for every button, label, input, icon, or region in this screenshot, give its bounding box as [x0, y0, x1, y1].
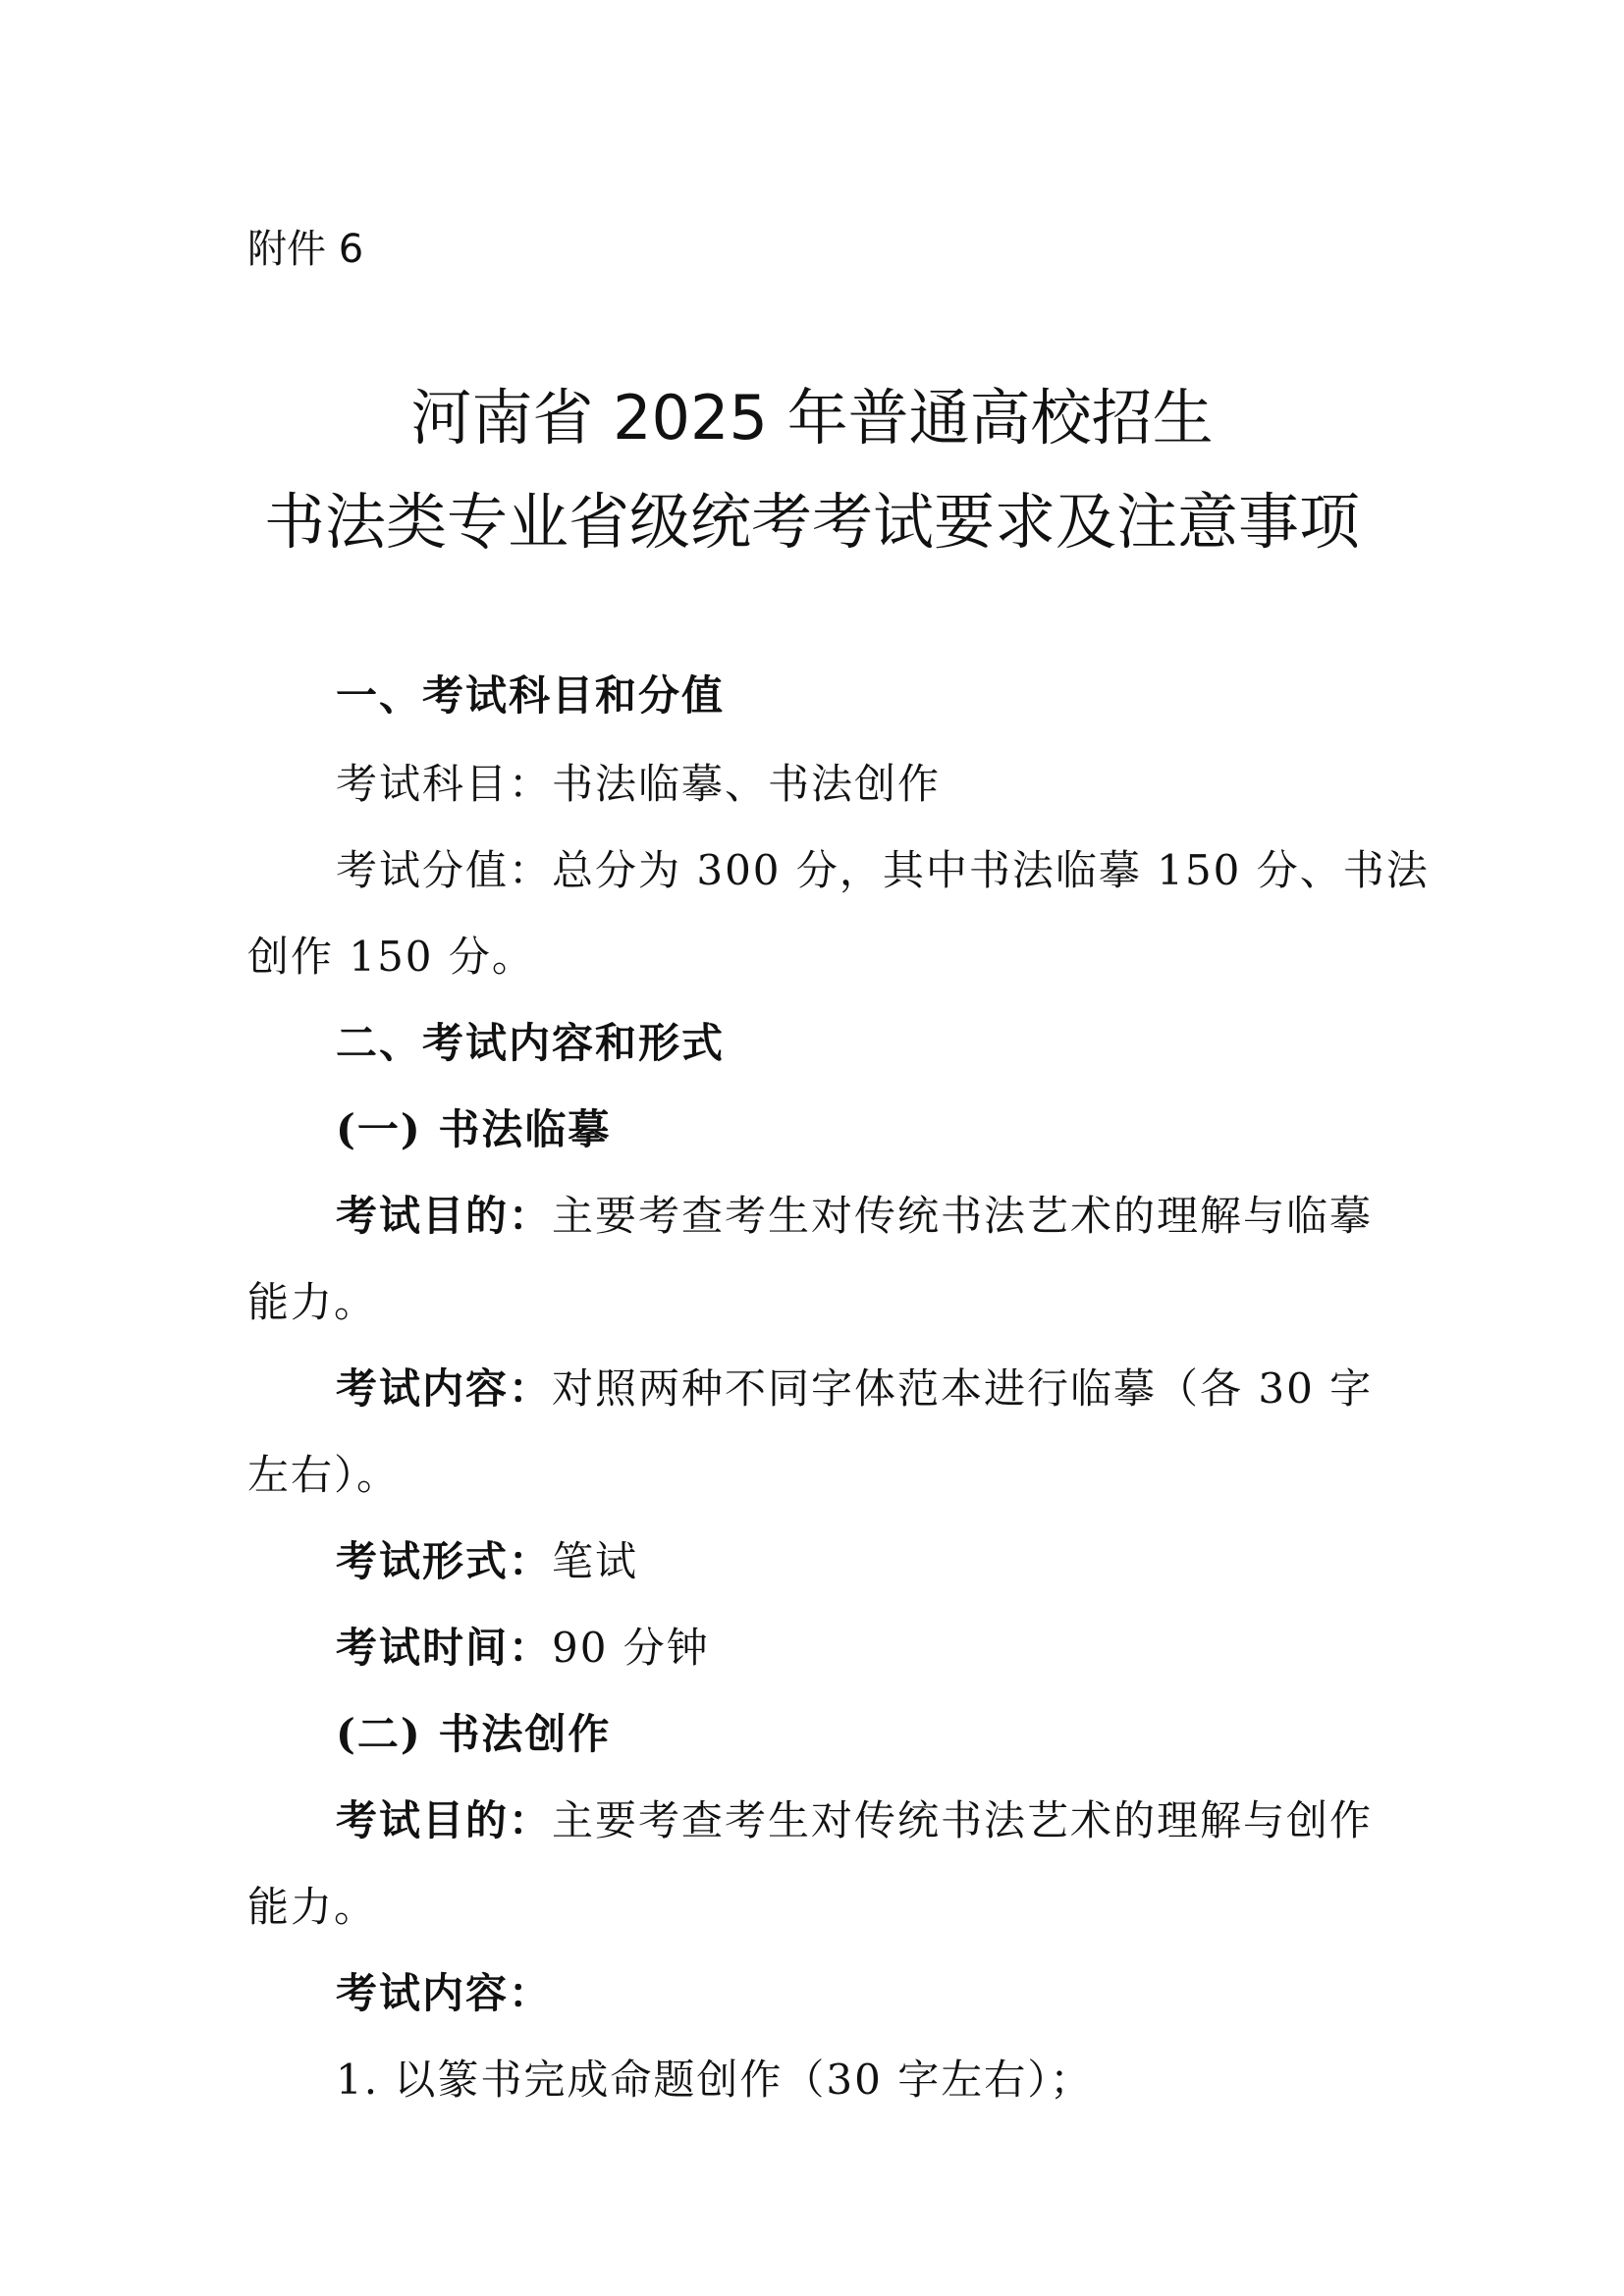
- part-1-content-line-1: [336, 1361, 1382, 1417]
- part-1-heading: (一) 书法临摹: [336, 1105, 612, 1153]
- part-1-time-line: [336, 1620, 710, 1677]
- part-2-item-1: 1. 以篆书完成命题创作（30 字左右）；: [336, 2056, 1094, 2104]
- scores-line-1: 考试分值：总分为 300 分，其中书法临摹 150 分、书法: [336, 846, 1430, 894]
- part-1-content-text: 对照两种不同字体范本进行临摹（各 30 字: [552, 1364, 1374, 1413]
- part-2-purpose-line-1: [336, 1792, 1382, 1849]
- section-2-heading: 二、考试内容和形式: [336, 1019, 726, 1067]
- section-1-heading: 一、考试科目和分值: [336, 671, 726, 720]
- part-1-purpose-text: 主要考查考生对传统书法艺术的理解与临摹: [552, 1192, 1374, 1240]
- part-2-heading: (二) 书法创作: [336, 1710, 612, 1758]
- part-2-purpose-line-2: 能力。: [247, 1883, 378, 1931]
- scores-line-2: 创作 150 分。: [247, 933, 535, 981]
- part-1-purpose-label: 考试目的：: [336, 1192, 553, 1240]
- subjects-line: 考试科目：书法临摹、书法创作: [336, 760, 942, 808]
- part-1-content-line-2: 左右）。: [247, 1451, 401, 1499]
- part-2-purpose-text: 主要考查考生对传统书法艺术的理解与创作: [552, 1796, 1374, 1844]
- part-1-time-value: 90 分钟: [552, 1624, 710, 1672]
- title-line-2: 书法类专业省级统考考试要求及注意事项: [263, 486, 1360, 558]
- part-1-content-label: 考试内容：: [336, 1364, 553, 1413]
- part-1-form-line: [336, 1533, 638, 1590]
- part-1-form-value: 笔试: [552, 1537, 639, 1585]
- part-1-time-label: 考试时间：: [336, 1624, 553, 1672]
- part-2-purpose-label: 考试目的：: [336, 1796, 553, 1844]
- part-1-form-label: 考试形式：: [336, 1537, 553, 1585]
- part-2-content-label: 考试内容：: [336, 1969, 553, 2017]
- title-line-1: 河南省 2025 年普通高校招生: [410, 382, 1214, 454]
- attachment-label: 附件 6: [247, 227, 364, 272]
- part-1-purpose-line-2: 能力。: [247, 1278, 378, 1326]
- part-1-purpose-line-1: [336, 1188, 1382, 1245]
